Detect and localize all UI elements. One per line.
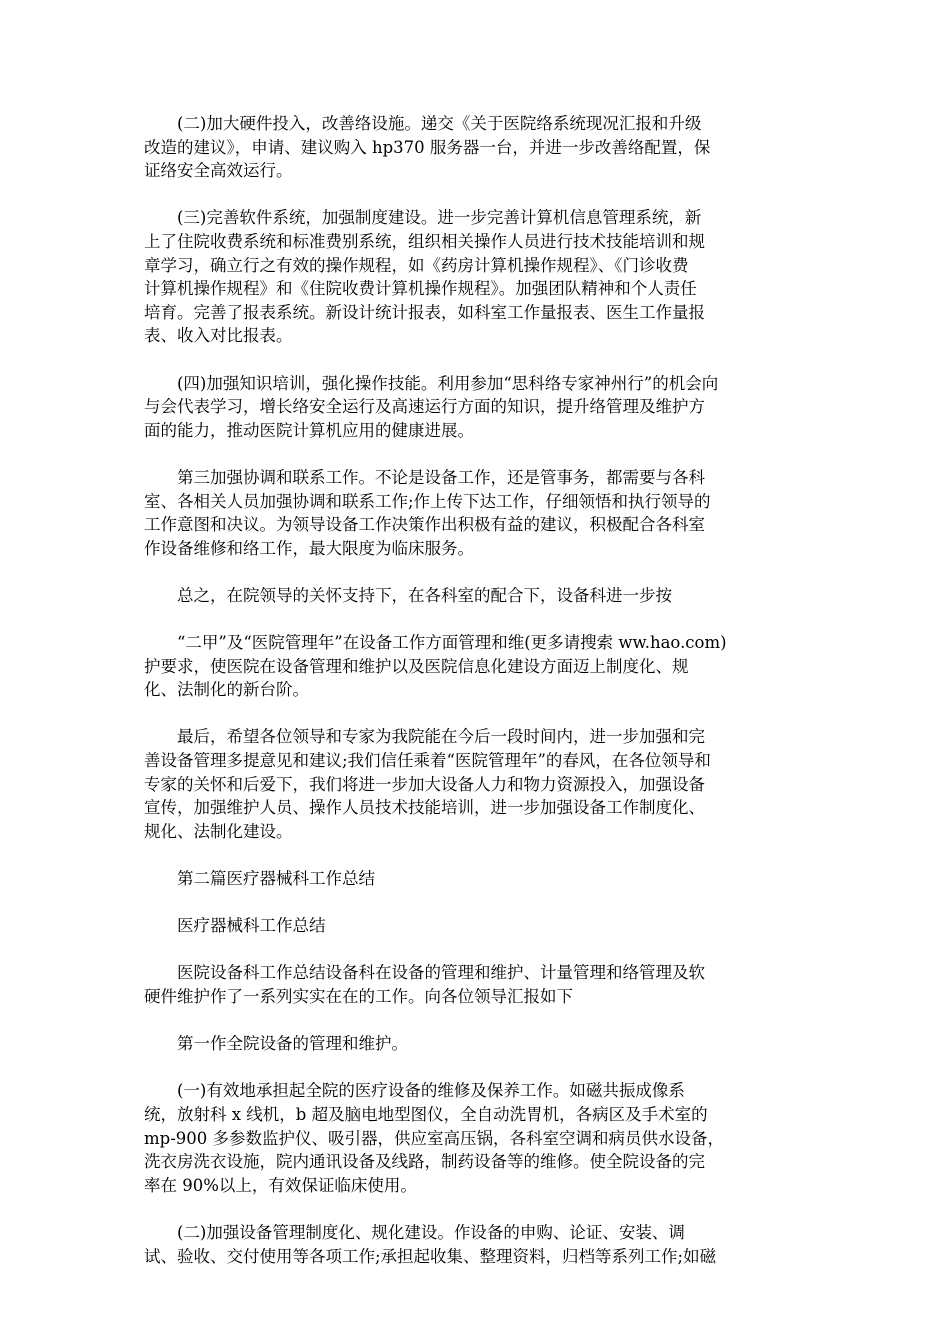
text-line: 改造的建议》，申请、建议购入 hp370 服务器一台，并进一步改善络配置，保	[144, 137, 711, 157]
text-line: 计算机操作规程》和《住院收费计算机操作规程》。加强团队精神和个人责任	[144, 279, 697, 299]
paragraph	[144, 584, 804, 608]
text-line: 最后，希望各位领导和专家为我院能在今后一段时间内，进一步加强和完	[177, 727, 705, 747]
text-line: 规化、法制化建设。	[144, 821, 293, 841]
paragraph	[144, 1032, 804, 1056]
text-line: mp-900 多参数监护仪、吸引器，供应室高压锅，各科室空调和病员供水设备，	[144, 1128, 725, 1148]
text-line: 第一作全院设备的管理和维护。	[177, 1034, 408, 1054]
paragraph	[144, 1079, 804, 1197]
text-line: 上了住院收费系统和标准费别系统，组织相关操作人员进行技术技能培训和规	[144, 231, 705, 251]
text-line: 护要求，使医院在设备管理和维护以及医院信息化建设方面迈上制度化、规	[144, 656, 689, 676]
text-line: 第二篇医疗器械科工作总结	[177, 869, 375, 888]
paragraph	[144, 725, 804, 843]
text-line: 宣传，加强维护人员、操作人员技术技能培训，进一步加强设备工作制度化、	[144, 798, 705, 818]
text-line: 表、收入对比报表。	[144, 326, 293, 346]
paragraph	[144, 112, 804, 183]
text-line: 室、各相关人员加强协调和联系工作;作上传下达工作，仔细领悟和执行领导的	[144, 491, 711, 511]
paragraph	[144, 206, 804, 348]
text-line: “二甲”及“医院管理年”在设备工作方面管理和维(更多请搜索 ww.hao.com)	[177, 633, 727, 653]
text-line: 率在 90%以上，有效保证临床使用。	[144, 1175, 417, 1195]
text-line: 统，放射科 x 线机，b 超及脑电地型图仪，全自动洗胃机，各病区及手术室的	[144, 1104, 708, 1124]
text-line: 专家的关怀和后爱下，我们将进一步加大设备人力和物力资源投入，加强设备	[144, 774, 705, 794]
text-line: 试、验收、交付使用等各项工作;承担起收集、整理资料，归档等系列工作;如磁	[144, 1246, 717, 1266]
text-line: 面的能力，推动医院计算机应用的健康进展。	[144, 420, 474, 440]
paragraph	[144, 1221, 804, 1268]
text-line: 作设备维修和络工作，最大限度为临床服务。	[144, 538, 474, 558]
text-line: 医疗器械科工作总结	[177, 916, 326, 936]
text-line: (一)有效地承担起全院的医疗设备的维修及保养工作。如磁共振成像系	[177, 1081, 685, 1101]
text-line: 第三加强协调和联系工作。不论是设备工作，还是管事务，都需要与各科	[177, 467, 705, 487]
text-line: 硬件维护作了一系列实实在在的工作。向各位领导汇报如下	[144, 986, 573, 1006]
paragraph	[144, 961, 804, 1008]
text-line: (二)加大硬件投入，改善络设施。递交《关于医院络系统现况汇报和升级	[177, 114, 702, 133]
paragraph	[144, 372, 804, 443]
paragraph	[144, 466, 804, 560]
text-line: 证络安全高效运行。	[144, 161, 293, 181]
text-line: (四)加强知识培训，强化操作技能。利用参加“思科络专家神州行”的机会向	[177, 373, 719, 393]
text-line: 章学习，确立行之有效的操作规程，如《药房计算机操作规程》、《门诊收费	[144, 255, 689, 275]
text-line: 工作意图和决议。为领导设备工作决策作出积极有益的建议，积极配合各科室	[144, 515, 705, 535]
paragraph	[144, 914, 804, 938]
text-line: 善设备管理多提意见和建议;我们信任乘着“医院管理年”的春风，在各位领导和	[144, 751, 711, 771]
paragraph	[144, 631, 804, 702]
document-body	[144, 112, 804, 1292]
text-line: 总之，在院领导的关怀支持下，在各科室的配合下，设备科进一步按	[177, 585, 672, 605]
text-line: 医院设备科工作总结设备科在设备的管理和维护、计量管理和络管理及软	[177, 963, 705, 983]
text-line: 化、法制化的新台阶。	[144, 680, 309, 700]
text-line: (二)加强设备管理制度化、规化建设。作设备的申购、论证、安装、调	[177, 1222, 685, 1242]
text-line: (三)完善软件系统，加强制度建设。进一步完善计算机信息管理系统，新	[177, 208, 702, 228]
paragraph	[144, 867, 804, 891]
text-line: 与会代表学习，增长络安全运行及高速运行方面的知识，提升络管理及维护方	[144, 397, 705, 417]
text-line: 培育。完善了报表系统。新设计统计报表，如科室工作量报表、医生工作量报	[144, 302, 705, 322]
text-line: 洗衣房洗衣设施，院内通讯设备及线路，制药设备等的维修。使全院设备的完	[144, 1152, 705, 1172]
